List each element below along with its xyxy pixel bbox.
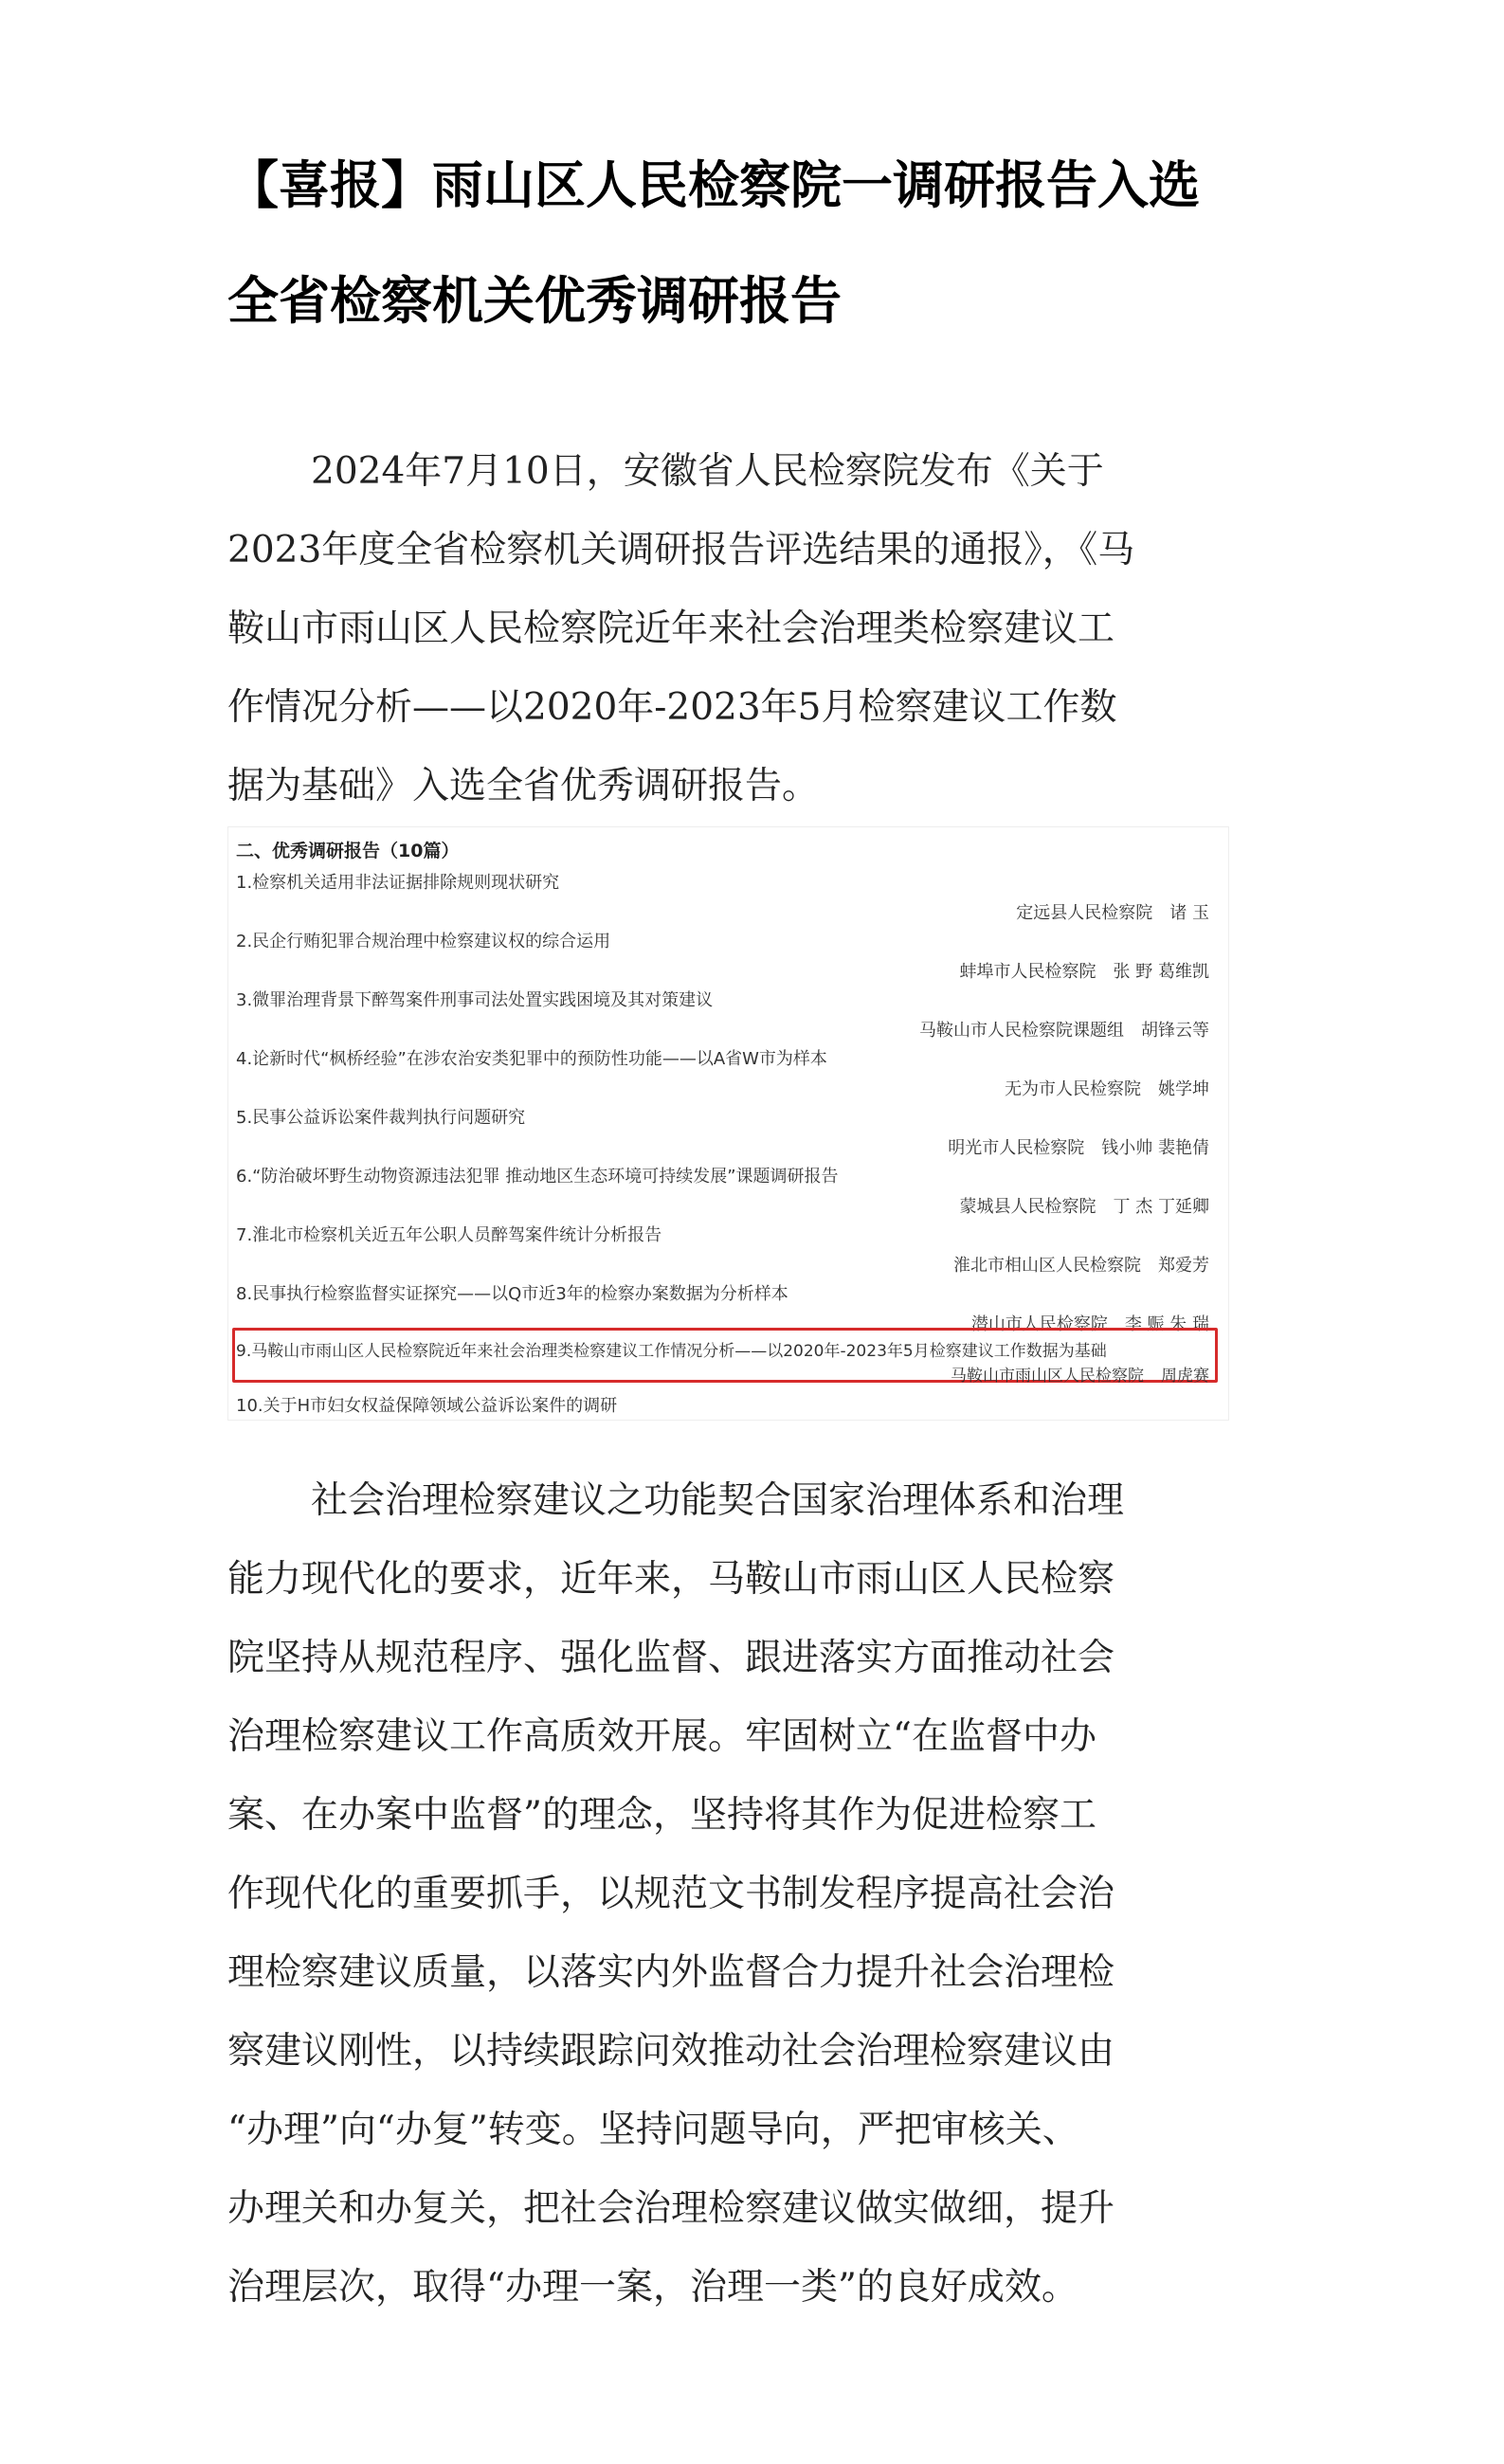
report-title: 9.马鞍山市雨山区人民检察院近年来社会治理类检察建议工作情况分析——以2020年-2023年5月检察建议工作数据为基础: [236, 1342, 1107, 1361]
report-title: 8.民事执行检察监督实证探究——以Q市近3年的检察办案数据为分析样本: [236, 1284, 788, 1304]
body-line: 作现代化的重要抓手，以规范文书制发程序提高社会治: [227, 1873, 1115, 1915]
list-item: [228, 869, 1228, 928]
report-title: 2.民企行贿犯罪合规治理中检察建议权的综合运用: [236, 932, 611, 951]
excerpt-heading: 二、优秀调研报告（10篇）: [236, 841, 460, 861]
report-authors: 丁 杰 丁延卿: [1113, 1197, 1209, 1217]
notice-excerpt-image: [227, 826, 1229, 1421]
report-attribution: [1016, 899, 1209, 924]
intro-line: 作情况分析——以2020年-2023年5月检察建议工作数: [227, 686, 1117, 729]
title-line-2: 全省检察机关优秀调研报告: [227, 271, 842, 331]
report-authors: 张 野 葛维凯: [1113, 962, 1209, 982]
report-attribution: [960, 958, 1209, 983]
report-attribution: [1005, 1076, 1209, 1100]
list-item: [228, 1222, 1228, 1280]
list-item: [228, 1045, 1228, 1104]
body-line: “办理”向“办复”转变。坚持问题导向，严把审核关、: [227, 2109, 1079, 2151]
body-line: 案、在办案中监督”的理念，坚持将其作为促进检察工: [227, 1794, 1096, 1837]
report-org: 明光市人民检察院: [948, 1138, 1085, 1158]
report-title: 1.检察机关适用非法证据排除规则现状研究: [236, 873, 560, 893]
report-org: 马鞍山市人民检察院课题组: [919, 1021, 1124, 1041]
report-title: 4.论新时代“枫桥经验”在涉农治安类犯罪中的预防性功能——以A省W市为样本: [236, 1049, 827, 1069]
report-org: 蒙城县人民检察院: [959, 1197, 1096, 1217]
report-title: 7.淮北市检察机关近五年公职人员醉驾案件统计分析报告: [236, 1225, 662, 1245]
body-line: 察建议刚性，以持续跟踪问效推动社会治理检察建议由: [227, 2030, 1115, 2073]
intro-line: 据为基础》入选全省优秀调研报告。: [227, 765, 820, 807]
title-line-1: 【喜报】雨山区人民检察院一调研报告入选: [227, 155, 1200, 215]
report-attribution: [948, 1134, 1209, 1159]
body-line: 治理检察建议工作高质效开展。牢固树立“在监督中办: [227, 1715, 1096, 1758]
body-line: 治理层次，取得“办理一案，治理一类”的良好成效。: [227, 2266, 1078, 2309]
list-item: [228, 928, 1228, 987]
body-line: 办理关和办复关，把社会治理检察建议做实做细，提升: [227, 2187, 1115, 2230]
article-title: [227, 128, 1289, 359]
report-title: 10.关于H市妇女权益保障领域公益诉讼案件的调研: [236, 1396, 618, 1416]
intro-line: 2023年度全省检察机关调研报告评选结果的通报》，《马: [227, 529, 1135, 571]
report-org: 马鞍山市雨山区人民检察院: [951, 1367, 1144, 1386]
report-org: 无为市人民检察院: [1005, 1079, 1141, 1099]
report-attribution: [951, 1362, 1209, 1386]
list-item: [228, 1163, 1228, 1222]
body-line: 能力现代化的要求，近年来，马鞍山市雨山区人民检察: [227, 1558, 1115, 1601]
intro-paragraph: [227, 432, 1270, 825]
body-line: 社会治理检察建议之功能契合国家治理体系和治理: [311, 1479, 1125, 1522]
list-item: [228, 1392, 1228, 1451]
report-authors: 诸 玉: [1169, 903, 1209, 923]
report-attribution: [960, 1193, 1209, 1218]
report-org: 定远县人民检察院: [1016, 903, 1153, 923]
report-attribution: [953, 1252, 1209, 1277]
list-item: [228, 987, 1228, 1045]
report-title: 6.“防治破坏野生动物资源违法犯罪 推动地区生态环境可持续发展”课题调研报告: [236, 1167, 839, 1187]
body-paragraph: [227, 1461, 1270, 2327]
report-attribution: [919, 1017, 1209, 1042]
report-authors: 李 赈 朱 瑞: [1124, 1314, 1209, 1334]
report-org: 淮北市相山区人民检察院: [953, 1256, 1141, 1276]
intro-line: 鞍山市雨山区人民检察院近年来社会治理类检察建议工: [227, 607, 1115, 650]
list-item: [228, 1104, 1228, 1163]
report-org: 蚌埠市人民检察院: [959, 962, 1096, 982]
report-org: 潜山市人民检察院: [970, 1314, 1108, 1334]
report-authors: 钱小帅 裴艳倩: [1101, 1138, 1209, 1158]
highlighted-list-item: [228, 1337, 1228, 1396]
body-line: 院坚持从规范程序、强化监督、跟进落实方面推动社会: [227, 1637, 1115, 1679]
report-authors: 姚学坤: [1158, 1079, 1209, 1099]
intro-line: 2024年7月10日，安徽省人民检察院发布《关于: [311, 450, 1104, 493]
report-authors: 胡锋云等: [1141, 1021, 1209, 1041]
body-line: 理检察建议质量，以落实内外监督合力提升社会治理检: [227, 1951, 1115, 1994]
report-title: 5.民事公益诉讼案件裁判执行问题研究: [236, 1108, 526, 1128]
report-authors: 周虎赛: [1161, 1367, 1209, 1386]
report-authors: 郑爱芳: [1158, 1256, 1209, 1276]
report-title: 3.微罪治理背景下醉驾案件刑事司法处置实践困境及其对策建议: [236, 990, 714, 1010]
